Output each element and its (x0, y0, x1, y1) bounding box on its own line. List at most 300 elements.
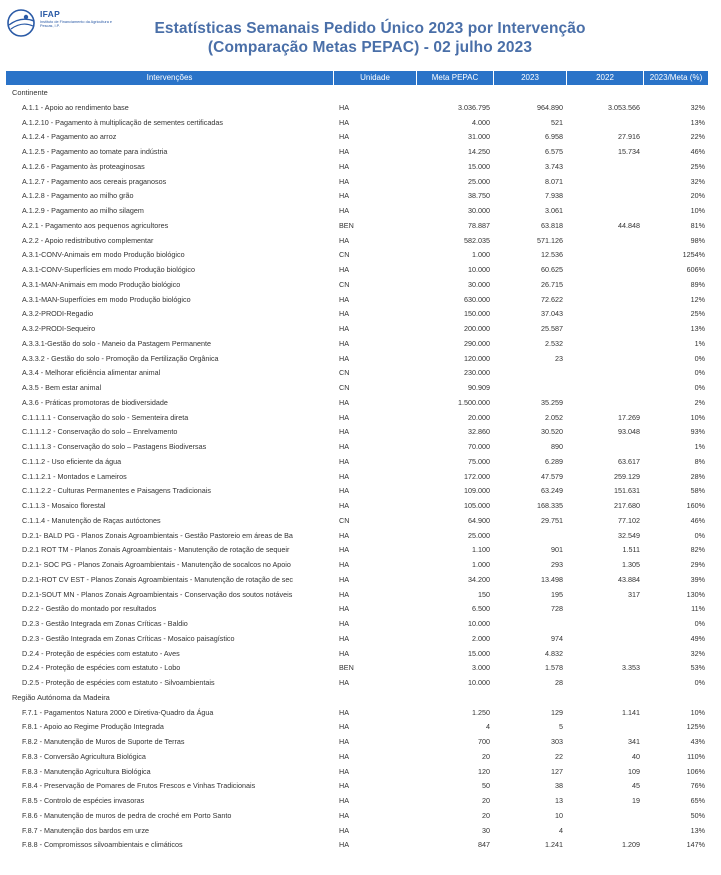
intervention-cell: F.8.5 - Controlo de espécies invasoras (22, 796, 145, 805)
ratio-cell: 32% (690, 102, 705, 112)
value-2022-cell: 151.631 (614, 486, 640, 496)
ratio-cell: 81% (690, 220, 705, 230)
value-2023-cell: 4 (559, 825, 563, 835)
ratio-cell: 49% (690, 633, 705, 643)
meta-cell: 1.000 (472, 250, 490, 260)
ratio-cell: 110% (687, 751, 705, 761)
value-2022-cell (566, 440, 643, 455)
page-subtitle: (Comparação Metas PEPAC) - 02 julho 2023 (207, 39, 533, 56)
ratio-cell: 147% (686, 840, 705, 850)
table-row (6, 750, 708, 765)
column-header-2022: 2022 (566, 71, 643, 85)
meta-cell: 582.035 (464, 235, 490, 245)
value-2022-cell: 32.549 (618, 530, 640, 540)
ratio-cell: 13% (690, 117, 705, 127)
logo-subtitle: Instituto de Financiamento da Agricultura e Pescas, I.P. (40, 20, 112, 29)
unit-cell: HA (339, 751, 349, 761)
value-2023-cell: 12.536 (541, 250, 563, 260)
ifap-logo-icon (6, 8, 40, 38)
meta-cell: 78.887 (468, 220, 490, 230)
unit-cell: HA (339, 530, 349, 540)
meta-cell: 700 (478, 737, 490, 746)
meta-cell: 30.000 (468, 206, 490, 215)
table-row (6, 322, 708, 337)
value-2023-cell (493, 381, 566, 396)
intervention-cell: F.8.1 - Apoio ao Regime Produção Integrada (22, 722, 164, 732)
meta-cell: 20 (482, 810, 490, 820)
unit-cell: CN (339, 515, 350, 525)
ratio-cell: 0% (694, 353, 705, 363)
ratio-cell: 0% (694, 530, 705, 540)
ratio-cell: 1254% (682, 250, 705, 260)
meta-cell: 50 (482, 781, 490, 791)
ratio-cell: 2% (694, 397, 705, 407)
meta-cell: 90.909 (468, 383, 490, 392)
table-row (6, 352, 708, 367)
unit-cell: HA (339, 722, 349, 732)
intervention-cell: A.1.2.7 - Pagamento aos cereais praganosos (22, 176, 167, 186)
intervention-cell: A.1.2.5 - Pagamento ao tomate para indústria (22, 147, 168, 156)
value-2023-cell: 1.241 (545, 840, 563, 850)
value-2022-cell: 1.141 (622, 707, 640, 717)
meta-cell: 34.200 (468, 574, 490, 584)
meta-cell: 120 (478, 766, 490, 776)
ratio-cell: 46% (690, 515, 705, 525)
meta-cell: 31.000 (468, 132, 490, 142)
value-2023-cell: 26.715 (541, 279, 563, 289)
logo-brand: IFAP (40, 9, 61, 19)
value-2023-cell: 28 (555, 678, 563, 687)
value-2023-cell: 129 (551, 707, 563, 717)
value-2022-cell: 19 (632, 796, 640, 805)
meta-cell: 172.000 (464, 471, 490, 481)
ratio-cell: 20% (690, 191, 705, 201)
value-2022-cell (566, 824, 643, 839)
table-row (6, 779, 708, 794)
unit-cell: HA (339, 633, 349, 643)
table-row (6, 425, 708, 440)
table-row (6, 617, 708, 632)
intervention-cell: D.2.5 - Proteção de espécies com estatuto - Silvoambientais (22, 678, 215, 687)
intervention-cell: A.3.1-MAN-Animais em modo Produção biológico (22, 279, 181, 289)
intervention-cell: A.3.1-MAN-Superfícies em modo Produção biológico (22, 294, 191, 304)
unit-cell: HA (339, 102, 349, 112)
value-2022-cell: 45 (632, 781, 640, 791)
intervention-cell: D.2.3 - Gestão Integrada em Zonas Críticas - Baldio (22, 619, 188, 628)
value-2022-cell (566, 602, 643, 617)
meta-cell: 15.000 (468, 648, 490, 658)
value-2022-cell (566, 396, 643, 411)
value-2023-cell: 168.335 (537, 501, 563, 510)
intervention-cell: D.2.4 - Proteção de espécies com estatuto - Lobo (22, 663, 181, 673)
ratio-cell: 58% (690, 486, 705, 496)
table-row (6, 706, 708, 721)
ratio-cell: 10% (690, 206, 705, 215)
intervention-cell: A.3.4 - Melhorar eficiência alimentar animal (22, 368, 161, 378)
ratio-cell: 28% (690, 471, 705, 481)
unit-cell: HA (339, 265, 349, 274)
ratio-cell: 11% (691, 604, 705, 614)
ratio-cell: 46% (690, 147, 705, 156)
unit-cell: HA (339, 147, 349, 156)
table-row (6, 234, 708, 249)
table-row (6, 558, 708, 573)
intervention-cell: A.3.5 - Bem estar animal (22, 383, 102, 392)
value-2023-cell: 35.259 (541, 397, 563, 407)
value-2022-cell: 259.129 (614, 471, 640, 481)
value-2023-cell: 7.938 (545, 191, 563, 201)
table-row (6, 809, 708, 824)
meta-cell: 4.000 (472, 117, 490, 127)
value-2022-cell (566, 366, 643, 381)
unit-cell: CN (339, 368, 350, 378)
intervention-cell: F.8.8 - Compromissos silvoambientais e climáticos (22, 840, 183, 850)
ratio-cell: 32% (690, 176, 705, 186)
meta-cell: 32.860 (468, 427, 490, 437)
unit-cell: HA (339, 294, 349, 304)
value-2022-cell (566, 293, 643, 308)
ratio-cell: 0% (694, 368, 705, 378)
table-row (6, 440, 708, 455)
value-2023-cell: 10 (555, 810, 563, 820)
value-2023-cell: 63.249 (541, 486, 563, 496)
ratio-cell: 39% (690, 574, 705, 584)
unit-cell: HA (339, 604, 349, 614)
table-row (6, 175, 708, 190)
intervention-cell: D.2.1-SOUT MN - Planos Zonais Agroambientais - Conservação dos soutos notáveis (22, 589, 293, 599)
value-2022-cell (566, 617, 643, 632)
unit-cell: HA (339, 412, 349, 422)
table-row (6, 337, 708, 352)
meta-cell: 10.000 (468, 678, 490, 687)
value-2022-cell (566, 720, 643, 735)
intervention-cell: A.2.2 - Apoio redistributivo complementar (22, 235, 154, 245)
meta-cell: 200.000 (464, 324, 490, 333)
ifap-logo (6, 8, 114, 42)
ratio-cell: 130% (686, 589, 705, 599)
value-2023-cell: 3.061 (545, 206, 563, 215)
value-2022-cell: 3.053.566 (608, 102, 640, 112)
value-2022-cell (566, 632, 643, 647)
unit-cell: HA (339, 781, 349, 791)
intervention-cell: A.3.2-PRODI-Sequeiro (22, 324, 96, 333)
value-2022-cell (566, 278, 643, 293)
unit-cell: CN (339, 250, 350, 260)
unit-cell: HA (339, 619, 349, 628)
ratio-cell: 22% (690, 132, 705, 142)
unit-cell: BEN (339, 663, 354, 673)
table-row (6, 307, 708, 322)
table-row (6, 573, 708, 588)
value-2022-cell (566, 234, 643, 249)
ratio-cell: 1% (694, 338, 705, 348)
table-row (6, 366, 708, 381)
table-row (6, 735, 708, 750)
unit-cell: CN (339, 383, 350, 392)
ratio-cell: 10% (690, 707, 705, 717)
unit-cell: HA (339, 796, 349, 805)
unit-cell: HA (339, 810, 349, 820)
value-2023-cell: 47.579 (541, 471, 563, 481)
table-row (6, 130, 708, 145)
intervention-cell: A.3.3.2 - Gestão do solo - Promoção da Fertilização Orgânica (22, 353, 219, 363)
value-2023-cell: 901 (551, 545, 563, 555)
intervention-cell: A.3.6 - Práticas promotoras de biodiversidade (22, 397, 168, 407)
unit-cell: HA (339, 442, 349, 451)
value-2022-cell (566, 647, 643, 662)
value-2022-cell: 63.617 (618, 456, 640, 466)
table-row (6, 632, 708, 647)
value-2022-cell (566, 307, 643, 322)
meta-cell: 150.000 (464, 309, 490, 319)
unit-cell: HA (339, 427, 349, 437)
value-2023-cell: 6.575 (545, 147, 563, 156)
value-2023-cell (493, 617, 566, 632)
column-header-ratio: 2023/Meta (%) (643, 71, 708, 85)
value-2023-cell: 1.578 (545, 663, 563, 673)
table-row (6, 588, 708, 603)
intervention-cell: D.2.1 ROT TM - Planos Zonais Agroambientais - Manutenção de rotação de sequeir (22, 545, 290, 555)
table-row (6, 794, 708, 809)
ratio-cell: 125% (686, 722, 705, 732)
value-2023-cell: 29.751 (541, 515, 563, 525)
unit-cell: HA (339, 235, 349, 245)
meta-cell: 1.100 (472, 545, 490, 555)
column-header-unidade: Unidade (333, 71, 416, 85)
unit-cell: HA (339, 648, 349, 658)
value-2022-cell (566, 160, 643, 175)
table-row (6, 647, 708, 662)
intervention-cell: A.1.1 - Apoio ao rendimento base (22, 102, 129, 112)
ratio-cell: 65% (690, 796, 705, 805)
table-row (6, 824, 708, 839)
value-2023-cell: 303 (551, 737, 563, 746)
value-2022-cell (566, 322, 643, 337)
value-2022-cell (566, 263, 643, 278)
value-2022-cell: 109 (628, 766, 640, 776)
unit-cell: HA (339, 840, 349, 850)
ratio-cell: 606% (686, 265, 705, 274)
intervention-cell: F.8.2 - Manutenção de Muros de Suporte de Terras (22, 737, 185, 746)
ratio-cell: 10% (690, 412, 705, 422)
value-2022-cell (566, 337, 643, 352)
meta-cell: 20 (482, 751, 490, 761)
table-row (6, 720, 708, 735)
value-2023-cell: 8.071 (545, 176, 563, 186)
table-row (6, 263, 708, 278)
table-row (6, 838, 708, 853)
value-2023-cell: 2.532 (545, 338, 563, 348)
table-row (6, 543, 708, 558)
value-2022-cell (566, 381, 643, 396)
unit-cell: HA (339, 456, 349, 466)
intervention-cell: F.7.1 - Pagamentos Natura 2000 e Diretiva-Quadro da Água (22, 707, 214, 717)
table-row (6, 381, 708, 396)
value-2023-cell: 25.587 (541, 324, 563, 333)
table-body (6, 86, 708, 853)
value-2023-cell: 974 (551, 633, 563, 643)
meta-cell: 847 (478, 840, 490, 850)
ratio-cell: 0% (694, 619, 705, 628)
meta-cell: 25.000 (468, 530, 490, 540)
ratio-cell: 50% (690, 810, 705, 820)
value-2023-cell: 6.289 (545, 456, 563, 466)
meta-cell: 2.000 (472, 633, 490, 643)
meta-cell: 109.000 (464, 486, 490, 496)
meta-cell: 6.500 (472, 604, 490, 614)
meta-cell: 10.000 (468, 619, 490, 628)
value-2023-cell: 6.958 (545, 132, 563, 142)
table-row (6, 189, 708, 204)
ratio-cell: 93% (690, 427, 705, 437)
meta-cell: 75.000 (468, 456, 490, 466)
ratio-cell: 0% (694, 383, 705, 392)
value-2023-cell: 728 (551, 604, 563, 614)
value-2023-cell: 30.520 (541, 427, 563, 437)
value-2022-cell: 43.884 (618, 574, 640, 584)
value-2022-cell: 17.269 (618, 412, 640, 422)
value-2022-cell (566, 676, 643, 691)
meta-cell: 14.250 (468, 147, 490, 156)
intervention-cell: A.3.2-PRODI-Regadio (22, 309, 94, 319)
table-row (6, 411, 708, 426)
value-2022-cell: 40 (632, 751, 640, 761)
intervention-cell: A.3.3.1-Gestão do solo - Maneio da Pastagem Permanente (22, 338, 211, 348)
unit-cell: HA (339, 309, 349, 319)
intervention-cell: A.3.1-CONV-Animais em modo Produção biológico (22, 250, 185, 260)
value-2023-cell: 521 (551, 117, 563, 127)
ratio-cell: 82% (690, 545, 705, 555)
column-header-2023: 2023 (493, 71, 566, 85)
unit-cell: HA (339, 707, 349, 717)
meta-cell: 1.500.000 (458, 397, 490, 407)
value-2022-cell: 3.353 (622, 663, 640, 673)
column-header-intervencoes: Intervenções (146, 73, 193, 82)
table-row (6, 145, 708, 160)
intervention-cell: C.1.1.1.3 - Conservação do solo – Pastagens Biodiversas (22, 442, 207, 451)
table-row (6, 116, 708, 131)
meta-cell: 630.000 (464, 294, 490, 304)
ratio-cell: 13% (690, 825, 705, 835)
unit-cell: HA (339, 206, 349, 215)
meta-cell: 105.000 (464, 501, 490, 510)
unit-cell: HA (339, 589, 349, 599)
ratio-cell: 76% (690, 781, 705, 791)
unit-cell: CN (339, 279, 350, 289)
intervention-cell: D.2.1- BALD PG - Planos Zonais Agroambientais - Gestão Pastoreio em áreas de Ba (22, 530, 293, 540)
table-row (6, 455, 708, 470)
value-2022-cell: 77.102 (618, 515, 640, 525)
table-row (6, 219, 708, 234)
unit-cell: HA (339, 737, 349, 746)
intervention-cell: F.8.6 - Manutenção de muros de pedra de croché em Porto Santo (22, 810, 232, 820)
unit-cell: HA (339, 397, 349, 407)
unit-cell: HA (339, 486, 349, 496)
intervention-cell: D.2.3 - Gestão Integrada em Zonas Críticas - Mosaico paisagístico (22, 633, 235, 643)
unit-cell: HA (339, 678, 349, 687)
intervention-cell: C.1.1.4 - Manutenção de Raças autóctones (22, 515, 161, 525)
value-2023-cell: 23 (555, 353, 563, 363)
ratio-cell: 160% (686, 501, 705, 510)
ratio-cell: 8% (694, 456, 705, 466)
value-2023-cell: 890 (551, 442, 563, 451)
meta-cell: 1.000 (472, 560, 490, 569)
ratio-cell: 43% (690, 737, 705, 746)
value-2022-cell: 93.048 (618, 427, 640, 437)
table-row (6, 160, 708, 175)
unit-cell: HA (339, 545, 349, 555)
intervention-cell: C.1.1.2 - Uso eficiente da água (22, 456, 122, 466)
unit-cell: HA (339, 338, 349, 348)
value-2023-cell: 293 (551, 560, 563, 569)
unit-cell: HA (339, 560, 349, 569)
ratio-cell: 13% (690, 324, 705, 333)
value-2022-cell (566, 204, 643, 219)
intervention-cell: D.2.1- SOC PG - Planos Zonais Agroambientais - Manutenção de socalcos no Apoio (22, 560, 291, 569)
unit-cell: HA (339, 132, 349, 142)
value-2023-cell: 72.622 (541, 294, 563, 304)
ratio-cell: 106% (686, 766, 705, 776)
table-row (6, 676, 708, 691)
table-row (6, 484, 708, 499)
intervention-cell: A.1.2.8 - Pagamento ao milho grão (22, 191, 134, 201)
meta-cell: 3.036.795 (458, 102, 490, 112)
value-2023-cell: 22 (555, 751, 563, 761)
meta-cell: 4 (486, 722, 490, 732)
meta-cell: 64.900 (468, 515, 490, 525)
ratio-cell: 0% (694, 678, 705, 687)
value-2022-cell (566, 248, 643, 263)
intervention-cell: A.2.1 - Pagamento aos pequenos agricultores (22, 220, 169, 230)
value-2022-cell: 44.848 (618, 220, 640, 230)
unit-cell: HA (339, 501, 349, 510)
intervention-cell: A.1.2.4 - Pagamento ao arroz (22, 132, 117, 142)
intervention-cell: A.1.2.9 - Pagamento ao milho silagem (22, 206, 144, 215)
page-title: Estatísticas Semanais Pedido Único 2023 por Intervenção (154, 20, 586, 37)
meta-cell: 70.000 (468, 442, 490, 451)
intervention-cell: A.3.1-CONV-Superfícies em modo Produção biológico (22, 265, 195, 274)
unit-cell: HA (339, 574, 349, 584)
table-row (6, 529, 708, 544)
meta-cell: 20.000 (468, 412, 490, 422)
unit-cell: HA (339, 117, 349, 127)
unit-cell: HA (339, 825, 349, 835)
value-2023-cell (493, 529, 566, 544)
value-2023-cell: 571.126 (537, 235, 563, 245)
intervention-cell: D.2.2 - Gestão do montado por resultados (22, 604, 157, 614)
value-2022-cell (566, 189, 643, 204)
intervention-cell: C.1.1.2.1 - Montados e Lameiros (22, 471, 127, 481)
meta-cell: 30 (482, 825, 490, 835)
value-2023-cell: 13 (555, 796, 563, 805)
table-row (6, 101, 708, 116)
intervention-cell: D.2.1-ROT CV EST - Planos Zonais Agroambientais - Manutenção de rotação de sec (22, 574, 293, 584)
intervention-cell: A.1.2.6 - Pagamento às proteaginosas (22, 161, 145, 171)
section-header: Região Autónoma da Madeira (12, 692, 110, 702)
table-row (6, 278, 708, 293)
table-row (6, 248, 708, 263)
value-2022-cell (566, 175, 643, 190)
value-2022-cell (566, 352, 643, 367)
table-row (6, 470, 708, 485)
value-2023-cell: 37.043 (541, 309, 563, 319)
ratio-cell: 89% (690, 279, 705, 289)
unit-cell: BEN (339, 220, 354, 230)
value-2022-cell: 27.916 (618, 132, 640, 142)
unit-cell: HA (339, 353, 349, 363)
table-row (6, 396, 708, 411)
meta-cell: 150 (478, 589, 490, 599)
